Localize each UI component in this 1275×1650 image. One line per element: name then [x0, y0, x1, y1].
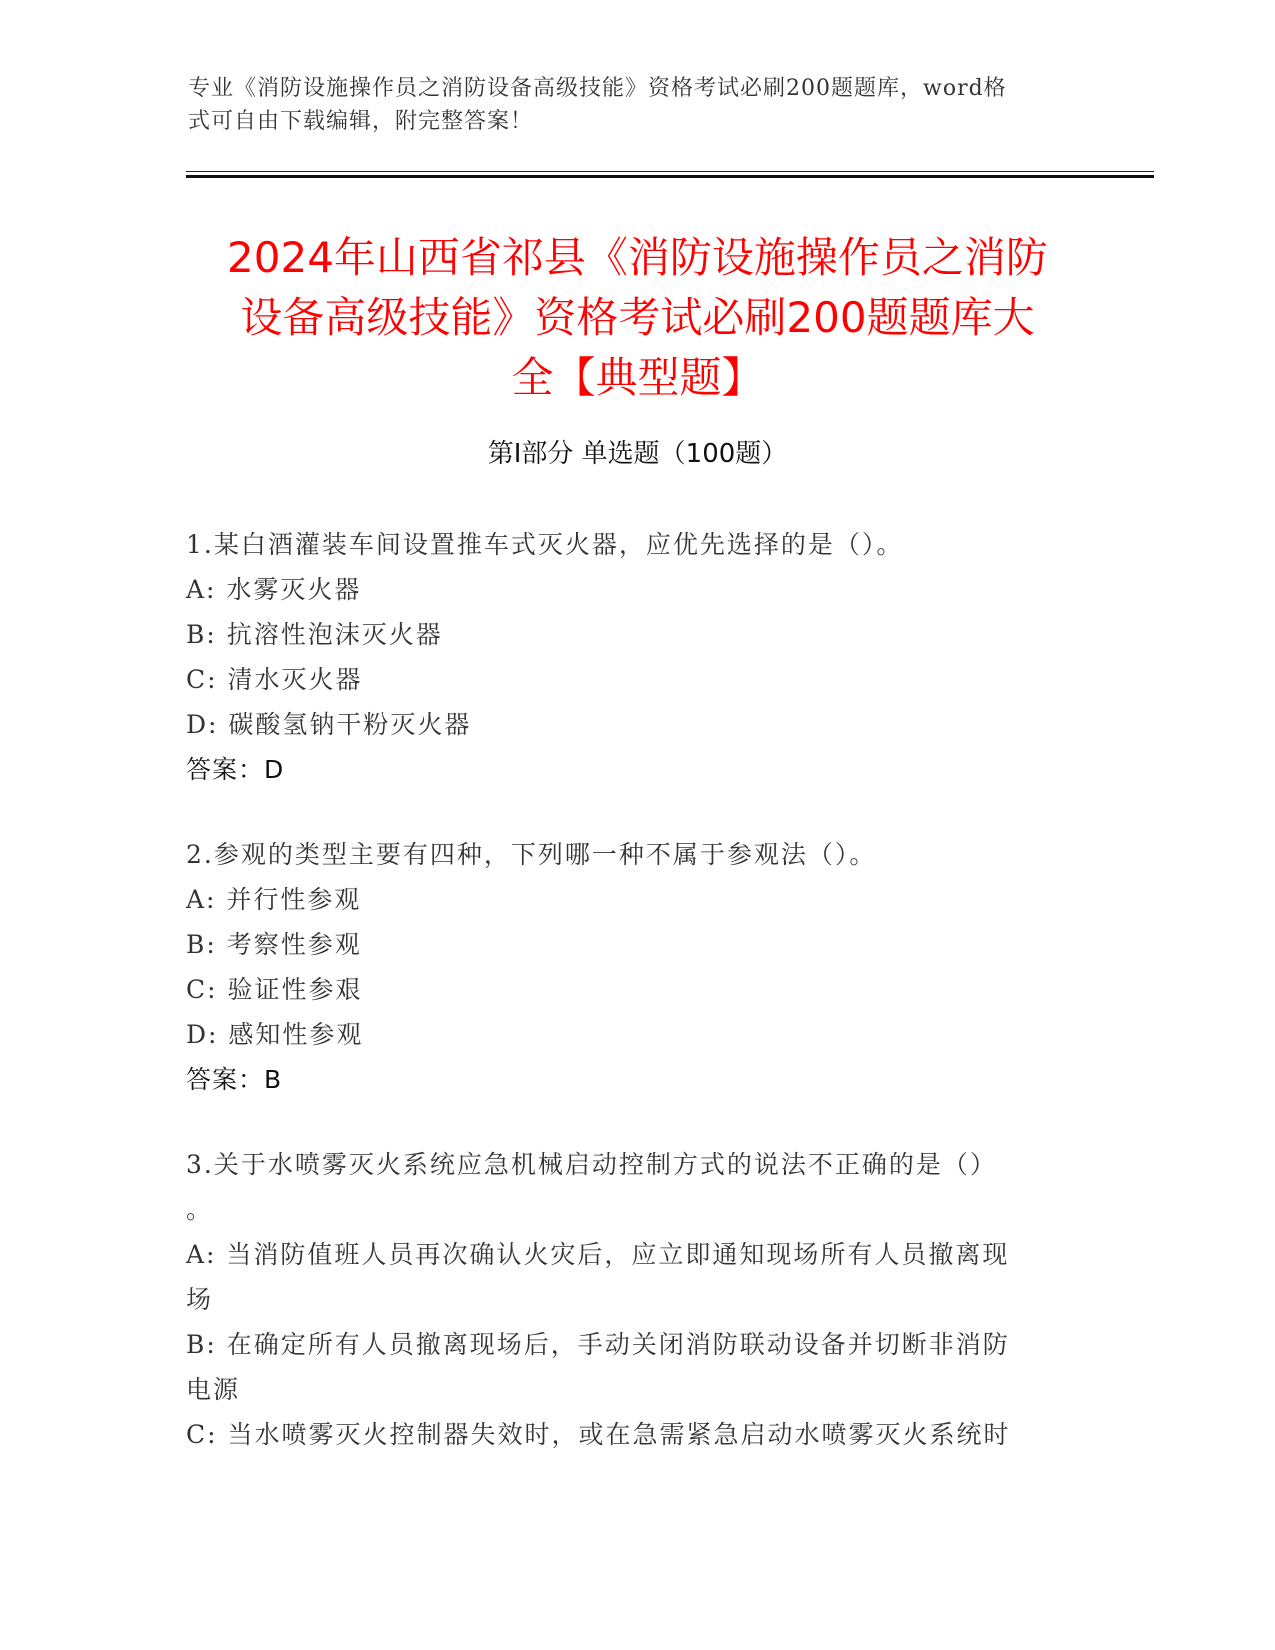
question-spacer — [186, 1102, 1086, 1142]
header-note-line-1: 专业《消防设施操作员之消防设备高级技能》资格考试必刷200题题库，word格 — [188, 76, 1007, 101]
option-a-line-1: A: 当消防值班人员再次确认火灾后，应立即通知现场所有人员撤离现 — [186, 1240, 1010, 1269]
option-a-line-2: 场 — [186, 1285, 214, 1314]
option-c: C: 验证性参艰 — [186, 975, 363, 1004]
option-c-line-1: C: 当水喷雾灭火控制器失效时，或在急需紧急启动水喷雾灭火系统时 — [186, 1420, 1011, 1449]
header-note — [188, 72, 1088, 138]
question-stem: 2.参观的类型主要有四种，下列哪一种不属于参观法（）。 — [186, 840, 877, 869]
section-heading: 第Ⅰ部分 单选题（100题） — [487, 439, 788, 469]
question-stem-line-2: 。 — [186, 1195, 214, 1224]
answer: 答案：B — [186, 1065, 283, 1094]
question-stem: 1.某白酒灌装车间设置推车式灭火器，应优先选择的是（）。 — [186, 530, 904, 559]
document-title — [170, 228, 1105, 408]
question-1 — [186, 522, 1086, 792]
option-b-line-2: 电源 — [186, 1375, 241, 1404]
option-b: B: 考察性参观 — [186, 930, 362, 959]
question-3 — [186, 1142, 1086, 1457]
question-stem-line-1: 3.关于水喷雾灭火系统应急机械启动控制方式的说法不正确的是（） — [186, 1150, 997, 1179]
option-a: A: 并行性参观 — [186, 885, 362, 914]
question-list — [186, 522, 1086, 1457]
title-line-1: 2024年山西省祁县《消防设施操作员之消防 — [227, 233, 1048, 282]
option-d: D: 碳酸氢钠干粉灭火器 — [186, 710, 472, 739]
header-rule-thin — [186, 171, 1154, 172]
question-spacer — [186, 792, 1086, 832]
option-a: A: 水雾灭火器 — [186, 575, 362, 604]
header-rule-thick — [186, 175, 1154, 178]
title-line-3: 全【典型题】 — [511, 353, 764, 402]
option-c: C: 清水灭火器 — [186, 665, 363, 694]
option-b: B: 抗溶性泡沫灭火器 — [186, 620, 443, 649]
option-b-line-1: B: 在确定所有人员撤离现场后，手动关闭消防联动设备并切断非消防 — [186, 1330, 1010, 1359]
question-2 — [186, 832, 1086, 1102]
answer: 答案：D — [186, 755, 285, 784]
header-note-line-2: 式可自由下载编辑，附完整答案！ — [188, 109, 534, 134]
title-line-2: 设备高级技能》资格考试必刷200题题库大 — [240, 293, 1035, 342]
option-d: D: 感知性参观 — [186, 1020, 364, 1049]
